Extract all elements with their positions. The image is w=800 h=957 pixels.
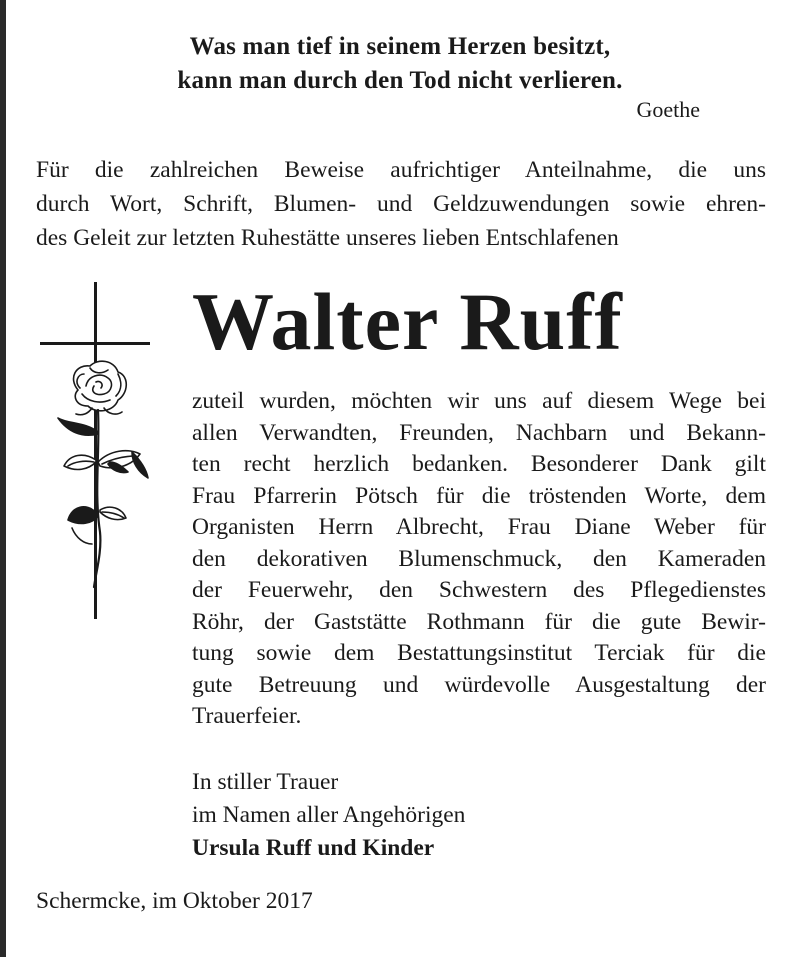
body-line: den dekorativen Blumenschmuck, den Kameraden xyxy=(192,545,766,572)
intro-line: des Geleit zur letzten Ruhestätte unseres lieben Entschlafenen xyxy=(36,225,619,251)
closing-block xyxy=(192,766,465,865)
body-line: Organisten Herrn Albrecht, Frau Diane Weber für xyxy=(192,514,766,540)
place-date: Schermcke, im Oktober 2017 xyxy=(36,888,313,914)
body-line: zuteil wurden, möchten wir uns auf diesem Wege bei xyxy=(192,388,766,414)
quote-line-2: kann man durch den Tod nicht verlieren. xyxy=(177,67,623,94)
body-line: Röhr, der Gaststätte Rothmann für die gute Bewir- xyxy=(192,608,766,635)
body-line: Frau Pfarrerin Pötsch für die tröstenden Worte, dem xyxy=(192,482,766,509)
cross-with-rose xyxy=(38,282,158,627)
body-line: der Feuerwehr, den Schwestern des Pflegedienstes xyxy=(192,577,766,603)
intro-line: durch Wort, Schrift, Blumen- und Geldzuwendungen sowie ehren- xyxy=(36,191,766,217)
epigraph-quote xyxy=(0,30,800,98)
quote-author: Goethe xyxy=(636,97,700,122)
intro-paragraph xyxy=(36,153,766,255)
rose-icon xyxy=(58,361,148,587)
intro-line: Für die zahlreichen Beweise aufrichtiger Anteilnahme, die uns xyxy=(36,157,766,183)
thanks-paragraph xyxy=(192,386,766,733)
body-line: ten recht herzlich bedanken. Besonderer Dank gilt xyxy=(192,451,766,477)
body-line: tung sowie dem Bestattungsinstitut Terciak für die xyxy=(192,640,766,666)
body-line: allen Verwandten, Freunden, Nachbarn und Bekann- xyxy=(192,419,766,446)
quote-line-1: Was man tief in seinem Herzen besitzt, xyxy=(189,33,611,60)
closing-line-2: im Namen aller Angehörigen xyxy=(192,802,466,828)
body-line: Trauerfeier. xyxy=(192,703,302,729)
deceased-name: Walter Ruff xyxy=(192,276,623,367)
signature: Ursula Ruff und Kinder xyxy=(192,835,435,861)
closing-line-1: In stiller Trauer xyxy=(192,769,339,795)
cross-icon xyxy=(40,282,150,619)
body-line: gute Betreuung und würdevolle Ausgestaltung der xyxy=(192,671,766,698)
